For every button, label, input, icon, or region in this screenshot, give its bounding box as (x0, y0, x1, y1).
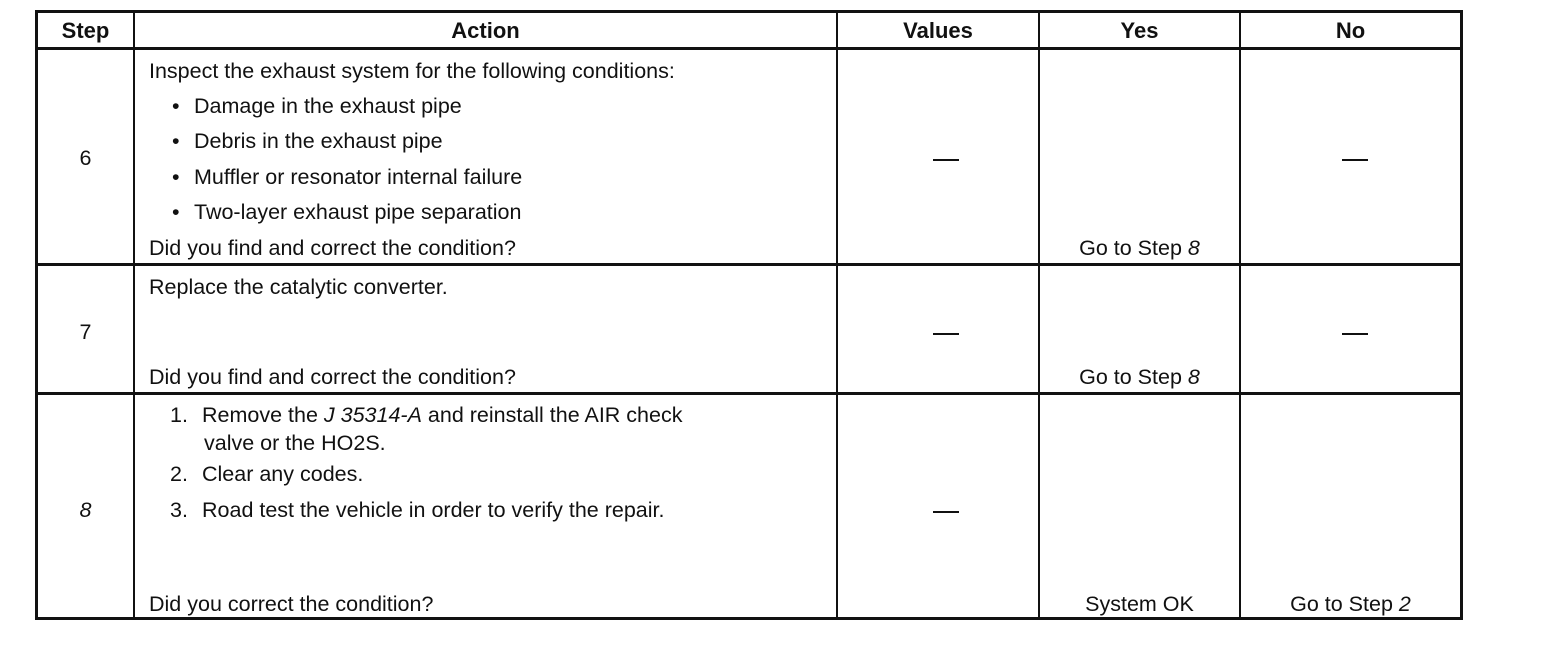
column-divider (1038, 13, 1040, 617)
action-question: Did you find and correct the condition? (149, 236, 516, 260)
list-item: • Debris in the exhaust pipe (172, 129, 443, 153)
no-result: Go to Step 2 (1290, 592, 1411, 616)
header-action: Action (451, 18, 520, 43)
step-number: 6 (79, 146, 92, 170)
no-dash (1342, 159, 1368, 161)
list-item: 3. Road test the vehicle in order to verify the repair. (170, 498, 665, 522)
values-dash (933, 333, 959, 335)
no-dash (1342, 333, 1368, 335)
header-step: Step (61, 18, 110, 43)
diagnostic-table (35, 10, 1463, 620)
list-item: 2. Clear any codes. (170, 462, 364, 486)
list-item: • Two-layer exhaust pipe separation (172, 200, 522, 224)
row-divider (38, 263, 1460, 266)
bullet-icon: • (172, 165, 180, 189)
bullet-icon: • (172, 200, 180, 224)
list-item: 1. Remove the J 35314-A and reinstall the AIR check (170, 403, 683, 427)
yes-result: Go to Step 8 (1079, 236, 1200, 260)
column-divider (836, 13, 838, 617)
values-dash (933, 159, 959, 161)
bullet-icon: • (172, 129, 180, 153)
list-item: • Muffler or resonator internal failure (172, 165, 523, 189)
row-divider (38, 392, 1460, 395)
list-item: • Damage in the exhaust pipe (172, 94, 462, 118)
yes-result: System OK (1085, 592, 1194, 616)
bullet-icon: • (172, 94, 180, 118)
list-item-continuation: valve or the HO2S. (204, 431, 386, 455)
action-intro: Replace the catalytic converter. (149, 275, 448, 299)
action-question: Did you find and correct the condition? (149, 365, 516, 389)
column-divider (1239, 13, 1241, 617)
action-intro: Inspect the exhaust system for the following conditions: (149, 59, 675, 83)
step-number: 8 (79, 498, 92, 522)
header-values: Values (903, 18, 973, 43)
yes-result: Go to Step 8 (1079, 365, 1200, 389)
step-number: 7 (79, 320, 92, 344)
values-dash (933, 511, 959, 513)
column-divider (133, 13, 135, 617)
action-question: Did you correct the condition? (149, 592, 434, 616)
header-yes: Yes (1120, 18, 1159, 43)
header-no: No (1335, 18, 1366, 43)
